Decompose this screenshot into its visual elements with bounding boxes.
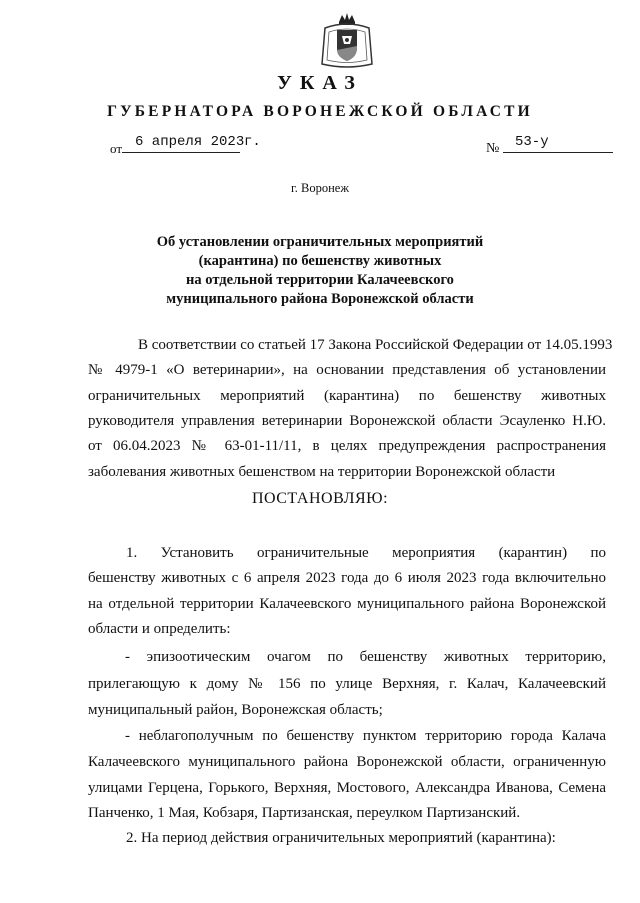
body-line: бешенству животных с 6 апреля 2023 года до 6 июля 2023 года включительно [88, 570, 606, 586]
preamble-line: № 4979-1 «О ветеринарии», на основании представления об установлении [88, 362, 606, 378]
preamble-line: ограничительных мероприятий (карантина) по бешенству животных [88, 388, 606, 404]
resolve-heading: ПОСТАНОВЛЯЮ: [251, 490, 389, 507]
body-line: 1. Установить ограничительные мероприятия (карантин) по [126, 545, 606, 561]
body-line: улицами Герцена, Горького, Верхняя, Мостового, Александра Иванова, Семена [88, 780, 606, 796]
subject-line: на отдельной территории Калачеевского [186, 272, 454, 288]
date-prefix: от [110, 141, 123, 156]
body-line: на отдельной территории Калачеевского муниципального района Воронежской [88, 596, 606, 612]
number-prefix: № [486, 141, 500, 156]
document-subject [0, 233, 640, 309]
body-line: - неблагополучным по бешенству пунктом территорию города Калача [125, 728, 606, 744]
preamble-line: заболевания животных бешенством на территории Воронежской области [88, 464, 556, 480]
body-line: 2. На период действия ограничительных мероприятий (карантина): [126, 830, 556, 846]
document-title: УКАЗ [277, 72, 363, 94]
subject-line: (карантина) по бешенству животных [198, 253, 442, 269]
body-line: прилегающую к дому № 156 по улице Верхняя, г. Калач, Калачеевский [88, 676, 606, 692]
coat-of-arms-icon [320, 12, 374, 70]
subject-line: Об установлении ограничительных мероприятий [156, 234, 484, 250]
date-suffix: г. [244, 134, 261, 150]
preamble-line: В соответствии со статьей 17 Закона Российской Федерации от 14.05.1993 [138, 337, 613, 353]
body-line: муниципальный район, Воронежская область; [88, 702, 383, 718]
preamble-line: от 06.04.2023 № 63-01-11/11, в целях предупреждения распространения [88, 438, 606, 454]
number-value: 53-у [515, 134, 549, 150]
date-value: 6 апреля 2023 [135, 134, 245, 150]
body-line: - эпизоотическим очагом по бешенству животных территорию, [125, 649, 606, 665]
body-line: Калачеевского муниципального района Воронежской области, ограниченную [88, 754, 606, 770]
document-issuer: ГУБЕРНАТОРА ВОРОНЕЖСКОЙ ОБЛАСТИ [107, 103, 533, 120]
preamble-line: руководителя управления ветеринарии Воронежской области Эсауленко Н.Ю. [88, 413, 606, 429]
subject-line: муниципального района Воронежской области [166, 291, 474, 307]
city: г. Воронеж [291, 181, 349, 195]
body-line: Панченко, 1 Мая, Кобзаря, Партизанская, переулком Партизанский. [88, 805, 521, 821]
body-line: области и определить: [88, 621, 231, 637]
